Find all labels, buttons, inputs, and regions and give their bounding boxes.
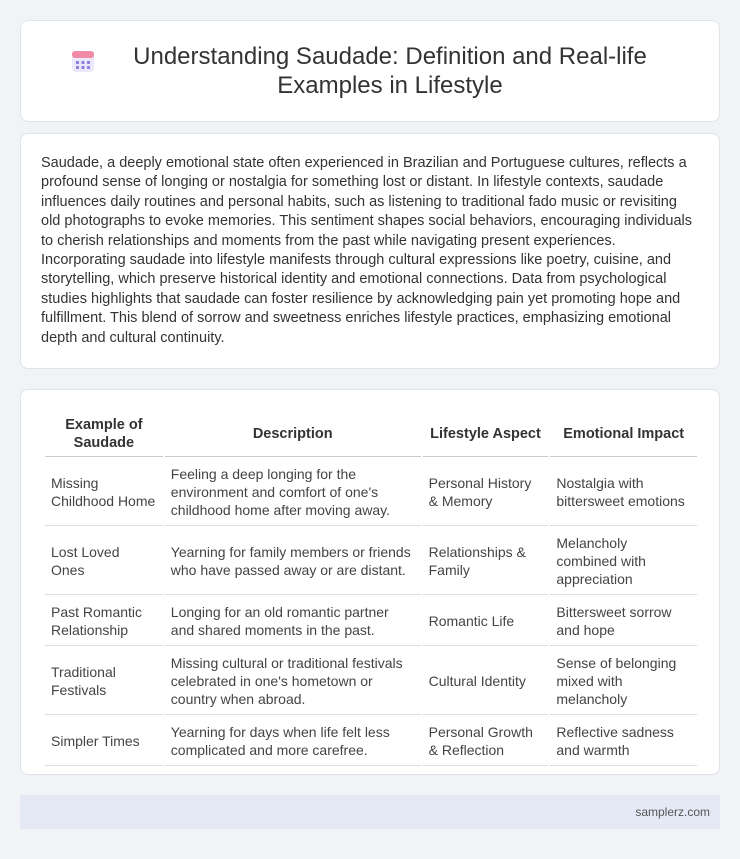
table-row	[45, 648, 697, 715]
cell-description: Missing cultural or traditional festivals celebrated in one's hometown or country when abroad.	[165, 648, 421, 715]
cell-lifestyle-aspect: Romantic Life	[423, 597, 549, 646]
cell-example: Past Romantic Relationship	[45, 597, 163, 646]
cell-example: Lost Loved Ones	[45, 528, 163, 595]
cell-example: Traditional Festivals	[45, 648, 163, 715]
table-row	[45, 597, 697, 646]
cell-emotional-impact: Reflective sadness and warmth	[550, 717, 697, 766]
saudade-table	[43, 410, 699, 768]
page-title: Understanding Saudade: Definition and Real-life Examples in Lifestyle	[133, 43, 647, 99]
footer-site-name[interactable]: samplerz.com	[635, 805, 710, 819]
column-header-example: Example of Saudade	[45, 412, 163, 457]
footer-bar	[20, 795, 720, 829]
column-header-lifestyle-aspect: Lifestyle Aspect	[423, 412, 549, 457]
cell-description: Longing for an old romantic partner and shared moments in the past.	[165, 597, 421, 646]
table-row	[45, 459, 697, 526]
cell-example: Simpler Times	[45, 717, 163, 766]
table-row	[45, 528, 697, 595]
cell-description: Feeling a deep longing for the environment and comfort of one's childhood home after moving away.	[165, 459, 421, 526]
summary-card	[20, 133, 720, 369]
title-card	[20, 20, 720, 122]
cell-example: Missing Childhood Home	[45, 459, 163, 526]
summary-paragraph: Saudade, a deeply emotional state often experienced in Brazilian and Portuguese cultures, reflects a profound sense of longing or nostalgia for something lost or distant. In lifestyle contexts, saudade influences daily routines and personal habits, such as listening to traditional fado music or revisiting old photographs to evoke memories. This sentiment shapes social behaviors, encouraging individuals to cherish relationships and moments from the past while navigating present experiences. Incorporating saudade into lifestyle manifests through cultural expressions like poetry, cuisine, and storytelling, which preserve historical identity and emotional connections. Data from psychological studies highlights that saudade can foster resilience by acknowledging pain yet promoting hope and fulfillment. This blend of sorrow and sweetness enriches lifestyle practices, emphasizing emotional depth and cultural continuity.	[41, 155, 692, 346]
table-card	[20, 389, 720, 775]
cell-emotional-impact: Bittersweet sorrow and hope	[550, 597, 697, 646]
calendar-icon	[70, 48, 96, 74]
column-header-description: Description	[165, 412, 421, 457]
table-row	[45, 717, 697, 766]
title-row	[50, 42, 690, 100]
cell-lifestyle-aspect: Cultural Identity	[423, 648, 549, 715]
cell-lifestyle-aspect: Personal Growth & Reflection	[423, 717, 549, 766]
cell-description: Yearning for days when life felt less complicated and more carefree.	[165, 717, 421, 766]
cell-lifestyle-aspect: Relationships & Family	[423, 528, 549, 595]
column-header-emotional-impact: Emotional Impact	[550, 412, 697, 457]
cell-emotional-impact: Melancholy combined with appreciation	[550, 528, 697, 595]
cell-emotional-impact: Sense of belonging mixed with melancholy	[550, 648, 697, 715]
cell-emotional-impact: Nostalgia with bittersweet emotions	[550, 459, 697, 526]
cell-description: Yearning for family members or friends who have passed away or are distant.	[165, 528, 421, 595]
cell-lifestyle-aspect: Personal History & Memory	[423, 459, 549, 526]
table-header-row	[45, 412, 697, 457]
